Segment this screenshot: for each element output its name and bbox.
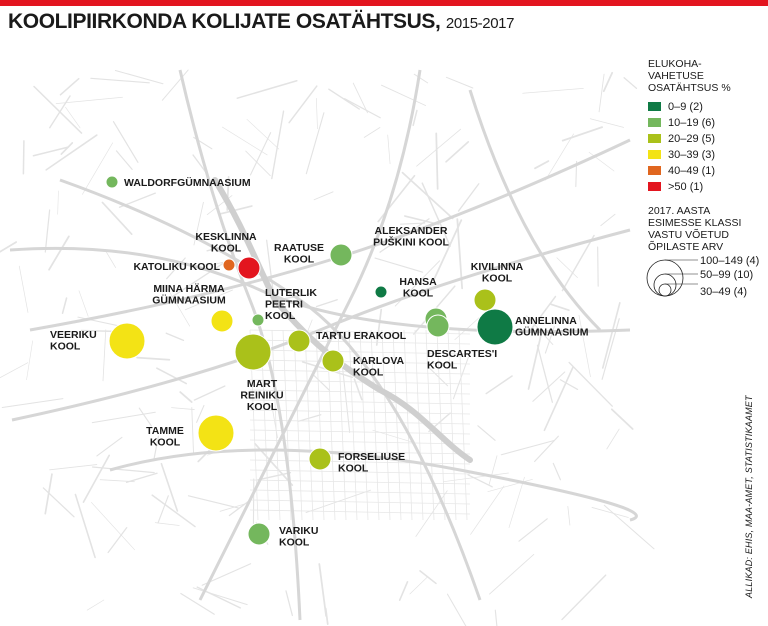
school-bubble-luterlik-peetri-kool[interactable] — [252, 314, 264, 326]
school-label-line: REINIKU — [240, 389, 284, 402]
school-label-line: KESKLINNA — [195, 231, 257, 243]
school-label-line: KOOL — [353, 366, 384, 379]
title-years: 2015-2017 — [445, 15, 515, 32]
school-label-line: KOOL — [50, 340, 81, 353]
street-network — [0, 62, 654, 626]
legend-label-5: >50 (1) — [668, 181, 704, 193]
page-title — [8, 10, 514, 34]
legend-row-2 — [648, 133, 715, 145]
school-label-katoliku-kool — [133, 261, 220, 273]
school-label-line: VARIKU — [279, 525, 319, 537]
school-bubble-miina-härma-gümnaasium[interactable] — [211, 310, 233, 332]
legend-row-4 — [648, 165, 715, 177]
legend-row-5 — [648, 181, 703, 193]
school-bubble-veeriku-kool[interactable] — [109, 323, 145, 359]
school-label-line: TAMME — [146, 425, 184, 437]
school-label-aleksander-puškini-kool — [373, 225, 449, 249]
school-label-line: DESCARTES'I — [427, 348, 498, 360]
school-bubble-forseliuse-kool[interactable] — [309, 448, 331, 470]
school-label-line: KOOL — [279, 536, 310, 549]
school-bubble-kivilinna-kool[interactable] — [474, 289, 496, 311]
school-bubble-kesklinna-kool[interactable] — [238, 257, 260, 279]
school-label-line: MART — [246, 378, 278, 390]
school-label-line: KOOL — [338, 462, 369, 475]
street-segment — [598, 247, 599, 286]
size-label-medium: 50–99 (10) — [700, 269, 754, 281]
size-legend-title-3: VASTU VÕETUD — [648, 229, 729, 241]
legend-swatch-1 — [648, 118, 661, 127]
legend-label-3: 30–39 (3) — [668, 149, 716, 161]
legend-row-0 — [648, 101, 703, 113]
legend-swatch-2 — [648, 134, 661, 143]
school-bubble-annelinna-gümnaasium[interactable] — [477, 309, 513, 345]
school-label-line: ANNELINNA — [515, 315, 577, 327]
school-bubble-raatuse-kool[interactable] — [330, 244, 352, 266]
school-label-line: VEERIKU — [50, 329, 97, 341]
school-bubble-variku-kool[interactable] — [248, 523, 270, 545]
size-legend-title-1: 2017. AASTA — [648, 205, 711, 217]
school-label-line: TARTU ERAKOOL — [316, 330, 407, 342]
school-label-line: ALEKSANDER — [374, 225, 448, 237]
school-label-line: KOOL — [265, 310, 296, 322]
school-bubble-tartu-erakool[interactable] — [288, 330, 310, 352]
school-label-line: GÜMNAASIUM — [515, 326, 589, 339]
school-label-line: KIVILINNA — [470, 261, 524, 273]
legend-row-3 — [648, 149, 715, 161]
legend-swatch-3 — [648, 150, 661, 159]
school-label-line: KARLOVA — [353, 355, 405, 367]
school-label-line: HANSA — [399, 276, 437, 288]
size-legend-circles — [647, 260, 698, 296]
school-label-tartu-erakool — [316, 330, 407, 342]
school-bubble-descartes-i-kool[interactable] — [427, 315, 449, 337]
legend-label-1: 10–19 (6) — [668, 117, 716, 129]
school-label-line: KOOL — [427, 359, 458, 372]
school-label-line: KATOLIKU KOOL — [133, 261, 220, 273]
school-label-line: PEETRI — [265, 298, 303, 311]
school-label-line: KOOL — [210, 242, 242, 255]
school-bubble-waldorfgümnaasium[interactable] — [106, 176, 118, 188]
size-label-large: 100–149 (4) — [700, 255, 760, 267]
school-label-line: MIINA HÄRMA — [153, 283, 225, 295]
school-label-line: KOOL — [481, 272, 513, 285]
school-label-line: KOOL — [246, 401, 278, 413]
school-label-mart-reiniku-kool — [240, 378, 283, 413]
legend-label-2: 20–29 (5) — [668, 133, 716, 145]
size-label-small: 30–49 (4) — [700, 286, 748, 298]
legend-swatch-0 — [648, 102, 661, 111]
school-bubble-katoliku-kool[interactable] — [223, 259, 235, 271]
school-label-waldorfgümnaasium — [124, 176, 251, 189]
school-label-miina-härma-gümnaasium — [152, 282, 226, 307]
size-legend-circle-medium — [654, 274, 676, 296]
color-legend-title-1: ELUKOHA- — [648, 58, 702, 70]
size-legend-circle-small — [659, 284, 671, 296]
school-label-line: KOOL — [402, 287, 434, 300]
school-bubble-tamme-kool[interactable] — [198, 415, 234, 451]
legend-label-0: 0–9 (2) — [668, 101, 703, 113]
color-legend-title-3: OSATÄHTSUS % — [648, 82, 731, 94]
school-label-line: KOOL — [149, 436, 181, 449]
school-bubble-aleksander-puškini-kool[interactable] — [375, 286, 387, 298]
school-bubble-karlova-kool[interactable] — [322, 350, 344, 372]
title-main: KOOLIPIIRKONDA KOLIJATE OSATÄHTSUS, — [8, 10, 441, 33]
school-label-line: WALDORFGÜMNAASIUM — [124, 177, 251, 189]
legend-row-1 — [648, 117, 715, 129]
legend-swatch-4 — [648, 166, 661, 175]
legend-swatch-5 — [648, 182, 661, 191]
school-label-line: FORSELIUSE — [338, 451, 406, 463]
size-legend-title-2: ESIMESSE KLASSI — [648, 217, 742, 229]
school-label-line: PUŠKINI KOOL — [373, 236, 449, 249]
source-credit: ALLIKAD: EHIS, MAA-AMET, STATISTIKAAMET — [744, 395, 754, 598]
size-legend-title-4: ÕPILASTE ARV — [648, 241, 724, 253]
school-label-hansa-kool — [399, 276, 437, 300]
school-bubble-mart-reiniku-kool[interactable] — [235, 334, 271, 370]
school-label-line: GÜMNAASIUM — [152, 294, 226, 307]
size-legend-circle-large — [647, 260, 683, 296]
school-label-line: RAATUSE — [274, 242, 324, 254]
legend-label-4: 40–49 (1) — [668, 165, 716, 177]
school-label-line: KOOL — [283, 253, 315, 266]
street-segment — [23, 141, 24, 174]
color-legend-title-2: VAHETUSE — [648, 70, 704, 82]
school-label-line: LUTERLIK — [265, 287, 317, 299]
school-label-tamme-kool — [146, 425, 184, 449]
